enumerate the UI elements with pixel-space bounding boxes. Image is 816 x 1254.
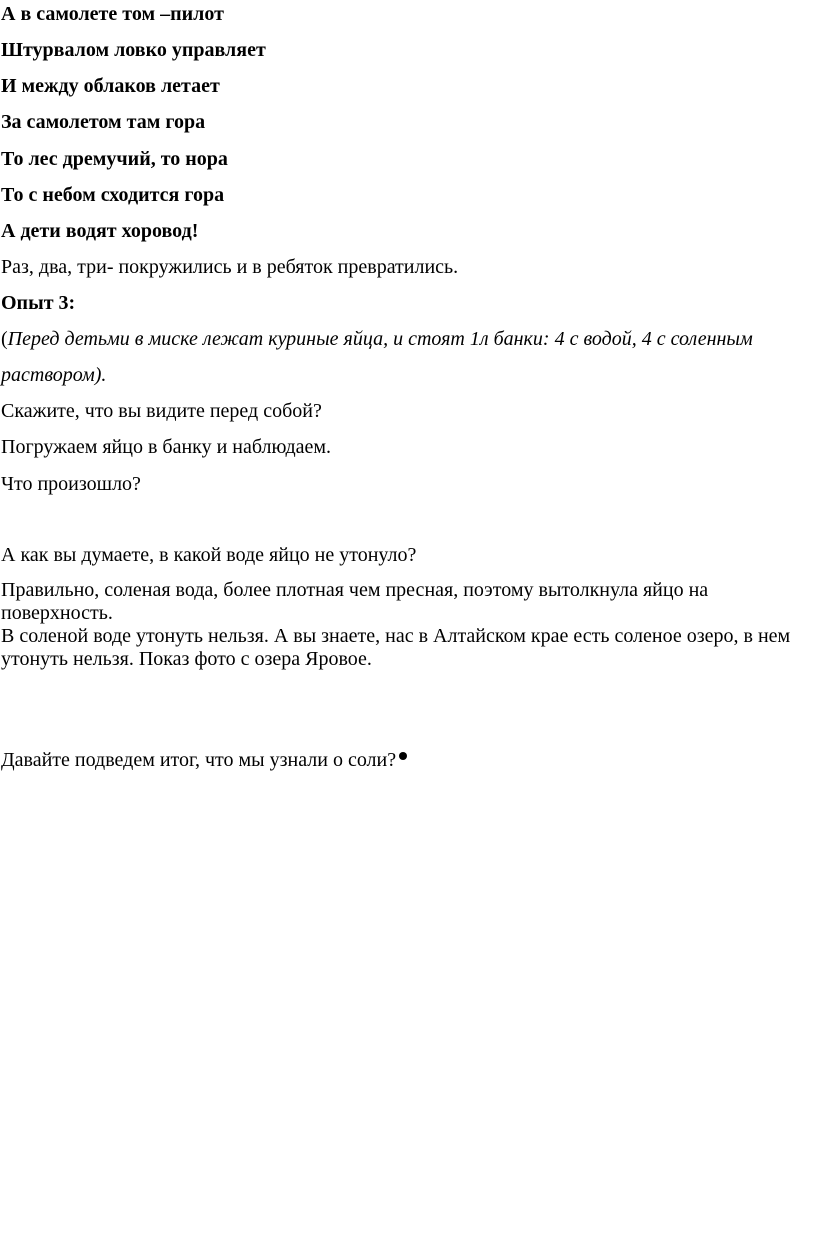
experiment-heading: Опыт 3: <box>1 292 76 314</box>
question-1: Скажите, что вы видите перед собой? <box>1 400 322 422</box>
poem-line-5: То лес дремучий, то нора <box>1 148 228 170</box>
summary-text: Давайте подведем итог, что мы узнали о соли? <box>1 749 397 771</box>
poem-line-7: А дети водят хоровод! <box>1 220 199 242</box>
experiment-note-line-2: раствором). <box>1 364 107 386</box>
poem-line-3: И между облаков летает <box>1 75 220 97</box>
note-text-1: Перед детьми в миске лежат куриные яйца, и стоят 1л банки: 4 с водой, 4 с соленным <box>7 328 753 350</box>
question-3: Что произошло? <box>1 473 141 495</box>
poem-line-6: То с небом сходится гора <box>1 184 225 206</box>
question-2: Погружаем яйцо в банку и наблюдаем. <box>1 436 332 458</box>
note-open-paren: ( <box>1 328 8 350</box>
answer-paragraph-1: Правильно, соленая вода, более плотная чем пресная, поэтому вытолкнула яйцо на поверхность. <box>1 579 709 624</box>
transition-text: Раз, два, три- покружились и в ребяток превратились. <box>1 256 459 278</box>
poem-line-1: А в самолете том –пилот <box>1 3 224 25</box>
poem-line-4: За самолетом там гора <box>1 111 206 133</box>
experiment-note-line-1 <box>1 327 753 351</box>
answer-paragraph-2: В соленой воде утонуть нельзя. А вы знаете, нас в Алтайском крае есть соленое озеро, в нем утонуть нельзя. Показ фото с озера Яровое. <box>1 625 791 670</box>
poem-line-2: Штурвалом ловко управляет <box>1 39 266 61</box>
bullet-dot-icon <box>399 752 407 760</box>
summary-line <box>1 748 407 772</box>
question-4: А как вы думаете, в какой воде яйцо не утонуло? <box>1 544 417 566</box>
